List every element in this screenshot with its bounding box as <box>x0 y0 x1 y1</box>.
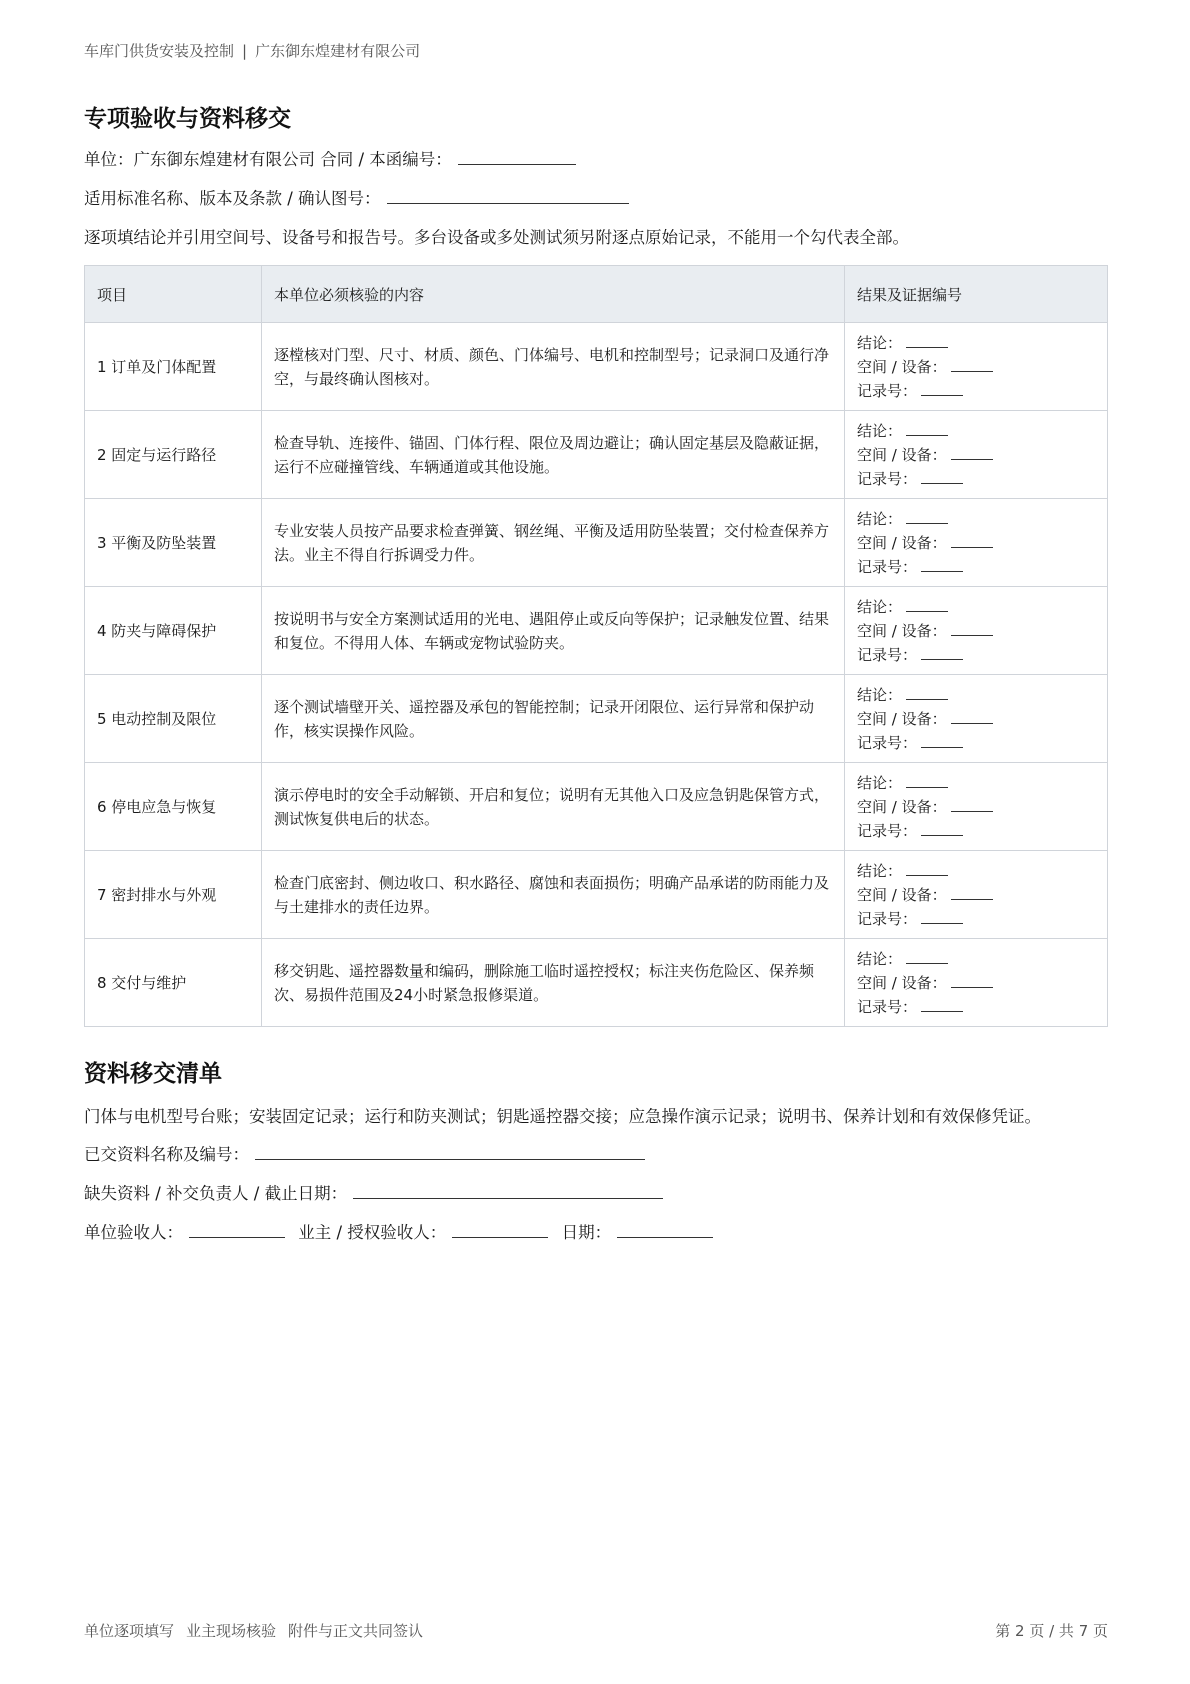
standard-label: 适用标准名称、版本及条款 / 确认图号： <box>84 189 381 208</box>
row-requirement: 逐个测试墙壁开关、遥控器及承包的智能控制；记录开闭限位、运行异常和保护动作，核实误操作风险。 <box>262 675 845 763</box>
page-footer <box>84 1620 1108 1641</box>
missing-label: 缺失资料 / 补交负责人 / 截止日期： <box>84 1184 348 1203</box>
header-requirement: 本单位必须核验的内容 <box>262 266 845 323</box>
result-conclusion-field[interactable] <box>906 949 948 964</box>
sign-date-label: 日期： <box>561 1223 612 1242</box>
result-conclusion-field[interactable] <box>906 861 948 876</box>
result-record-field[interactable] <box>921 909 963 924</box>
result-space-field[interactable] <box>951 885 993 900</box>
result-conclusion-field[interactable] <box>906 333 948 348</box>
acceptance-table <box>84 265 1108 1027</box>
row-item: 7 密封排水与外观 <box>85 851 262 939</box>
result-space-field[interactable] <box>951 621 993 636</box>
result-conclusion-field[interactable] <box>906 509 948 524</box>
row-item: 6 停电应急与恢复 <box>85 763 262 851</box>
table-row <box>85 587 1108 675</box>
header-item: 项目 <box>85 266 262 323</box>
row-result <box>845 939 1108 1027</box>
result-space-field[interactable] <box>951 797 993 812</box>
table-row <box>85 323 1108 411</box>
result-record-label: 记录号： <box>857 381 918 400</box>
table-row <box>85 411 1108 499</box>
row-item: 1 订单及门体配置 <box>85 323 262 411</box>
sign-owner-field[interactable] <box>452 1221 548 1238</box>
result-space-label: 空间 / 设备： <box>857 709 947 728</box>
row-item: 3 平衡及防坠装置 <box>85 499 262 587</box>
row-result <box>845 587 1108 675</box>
row-item: 5 电动控制及限位 <box>85 675 262 763</box>
missing-field[interactable] <box>353 1182 663 1199</box>
signature-line <box>84 1220 1108 1246</box>
delivered-label: 已交资料名称及编号： <box>84 1145 249 1164</box>
row-result <box>845 499 1108 587</box>
result-record-label: 记录号： <box>857 909 918 928</box>
table-row <box>85 851 1108 939</box>
row-result <box>845 411 1108 499</box>
result-record-label: 记录号： <box>857 557 918 576</box>
result-conclusion-label: 结论： <box>857 421 903 440</box>
handover-list-text: 门体与电机型号台账；安装固定记录；运行和防夹测试；钥匙遥控器交接；应急操作演示记录；说明书、保养计划和有效保修凭证。 <box>84 1107 1041 1126</box>
instruction-line: 逐项填结论并引用空间号、设备号和报告号。多台设备或多处测试须另附逐点原始记录，不能用一个勾代表全部。 <box>84 228 909 247</box>
result-record-label: 记录号： <box>857 645 918 664</box>
row-item: 4 防夹与障碍保护 <box>85 587 262 675</box>
unit-line <box>84 147 1108 173</box>
header-title: 车库门供货安装及控制 <box>84 42 235 60</box>
header-result: 结果及证据编号 <box>845 266 1108 323</box>
result-conclusion-label: 结论： <box>857 333 903 352</box>
result-record-field[interactable] <box>921 733 963 748</box>
table-row <box>85 763 1108 851</box>
result-space-label: 空间 / 设备： <box>857 797 947 816</box>
row-requirement: 检查导轨、连接件、锚固、门体行程、限位及周边避让；确认固定基层及隐蔽证据，运行不应碰撞管线、车辆通道或其他设施。 <box>262 411 845 499</box>
footer-note: 附件与正文共同签认 <box>288 1622 424 1640</box>
page-number: 第 2 页 / 共 7 页 <box>995 1622 1108 1640</box>
table-row <box>85 675 1108 763</box>
result-conclusion-field[interactable] <box>906 597 948 612</box>
row-result <box>845 323 1108 411</box>
sign-unit-label: 单位验收人： <box>84 1223 183 1242</box>
result-record-field[interactable] <box>921 645 963 660</box>
row-requirement: 专业安装人员按产品要求检查弹簧、钢丝绳、平衡及适用防坠装置；交付检查保养方法。业主不得自行拆调受力件。 <box>262 499 845 587</box>
result-record-label: 记录号： <box>857 469 918 488</box>
table-row <box>85 499 1108 587</box>
section-title-handover: 资料移交清单 <box>84 1061 222 1087</box>
row-requirement: 逐樘核对门型、尺寸、材质、颜色、门体编号、电机和控制型号；记录洞口及通行净空，与最终确认图核对。 <box>262 323 845 411</box>
header-company: 广东御东煌建材有限公司 <box>255 42 421 60</box>
result-record-label: 记录号： <box>857 733 918 752</box>
contract-number-field[interactable] <box>458 148 576 165</box>
row-requirement: 按说明书与安全方案测试适用的光电、遇阻停止或反向等保护；记录触发位置、结果和复位。不得用人体、车辆或宠物试验防夹。 <box>262 587 845 675</box>
result-record-label: 记录号： <box>857 821 918 840</box>
result-record-field[interactable] <box>921 381 963 396</box>
standard-line <box>84 186 1108 212</box>
unit-label: 单位：广东御东煌建材有限公司 合同 / 本函编号： <box>84 150 452 169</box>
result-conclusion-label: 结论： <box>857 773 903 792</box>
result-space-field[interactable] <box>951 533 993 548</box>
result-conclusion-label: 结论： <box>857 949 903 968</box>
result-record-field[interactable] <box>921 821 963 836</box>
result-space-label: 空间 / 设备： <box>857 533 947 552</box>
sign-unit-field[interactable] <box>189 1221 285 1238</box>
main-content <box>84 100 1108 1259</box>
row-item: 8 交付与维护 <box>85 939 262 1027</box>
result-record-field[interactable] <box>921 997 963 1012</box>
row-requirement: 移交钥匙、遥控器数量和编码，删除施工临时遥控授权；标注夹伤危险区、保养频次、易损件范围及24小时紧急报修渠道。 <box>262 939 845 1027</box>
result-conclusion-label: 结论： <box>857 597 903 616</box>
row-requirement: 检查门底密封、侧边收口、积水路径、腐蚀和表面损伤；明确产品承诺的防雨能力及与土建排水的责任边界。 <box>262 851 845 939</box>
row-result <box>845 851 1108 939</box>
row-requirement: 演示停电时的安全手动解锁、开启和复位；说明有无其他入口及应急钥匙保管方式，测试恢复供电后的状态。 <box>262 763 845 851</box>
section-title-acceptance: 专项验收与资料移交 <box>84 106 291 132</box>
result-conclusion-field[interactable] <box>906 773 948 788</box>
result-record-label: 记录号： <box>857 997 918 1016</box>
result-conclusion-label: 结论： <box>857 509 903 528</box>
result-conclusion-field[interactable] <box>906 421 948 436</box>
result-space-field[interactable] <box>951 709 993 724</box>
standard-field[interactable] <box>387 187 629 204</box>
missing-line <box>84 1181 1108 1207</box>
table-row <box>85 939 1108 1027</box>
result-space-label: 空间 / 设备： <box>857 445 947 464</box>
result-space-field[interactable] <box>951 973 993 988</box>
footer-note: 业主现场核验 <box>186 1622 277 1640</box>
result-space-label: 空间 / 设备： <box>857 885 947 904</box>
result-record-field[interactable] <box>921 469 963 484</box>
sign-owner-label: 业主 / 授权验收人： <box>298 1223 447 1242</box>
result-conclusion-field[interactable] <box>906 685 948 700</box>
result-space-field[interactable] <box>951 357 993 372</box>
row-item: 2 固定与运行路径 <box>85 411 262 499</box>
table-header-row <box>85 266 1108 323</box>
result-record-field[interactable] <box>921 557 963 572</box>
result-space-label: 空间 / 设备： <box>857 621 947 640</box>
delivered-field[interactable] <box>255 1143 645 1160</box>
row-result <box>845 675 1108 763</box>
result-conclusion-label: 结论： <box>857 861 903 880</box>
row-result <box>845 763 1108 851</box>
result-space-field[interactable] <box>951 445 993 460</box>
result-space-label: 空间 / 设备： <box>857 973 947 992</box>
delivered-line <box>84 1142 1108 1168</box>
page-header <box>84 40 420 61</box>
sign-date-field[interactable] <box>617 1221 713 1238</box>
footer-notes <box>84 1620 1108 1641</box>
result-space-label: 空间 / 设备： <box>857 357 947 376</box>
footer-note: 单位逐项填写 <box>84 1622 175 1640</box>
result-conclusion-label: 结论： <box>857 685 903 704</box>
header-separator: | <box>242 42 248 60</box>
